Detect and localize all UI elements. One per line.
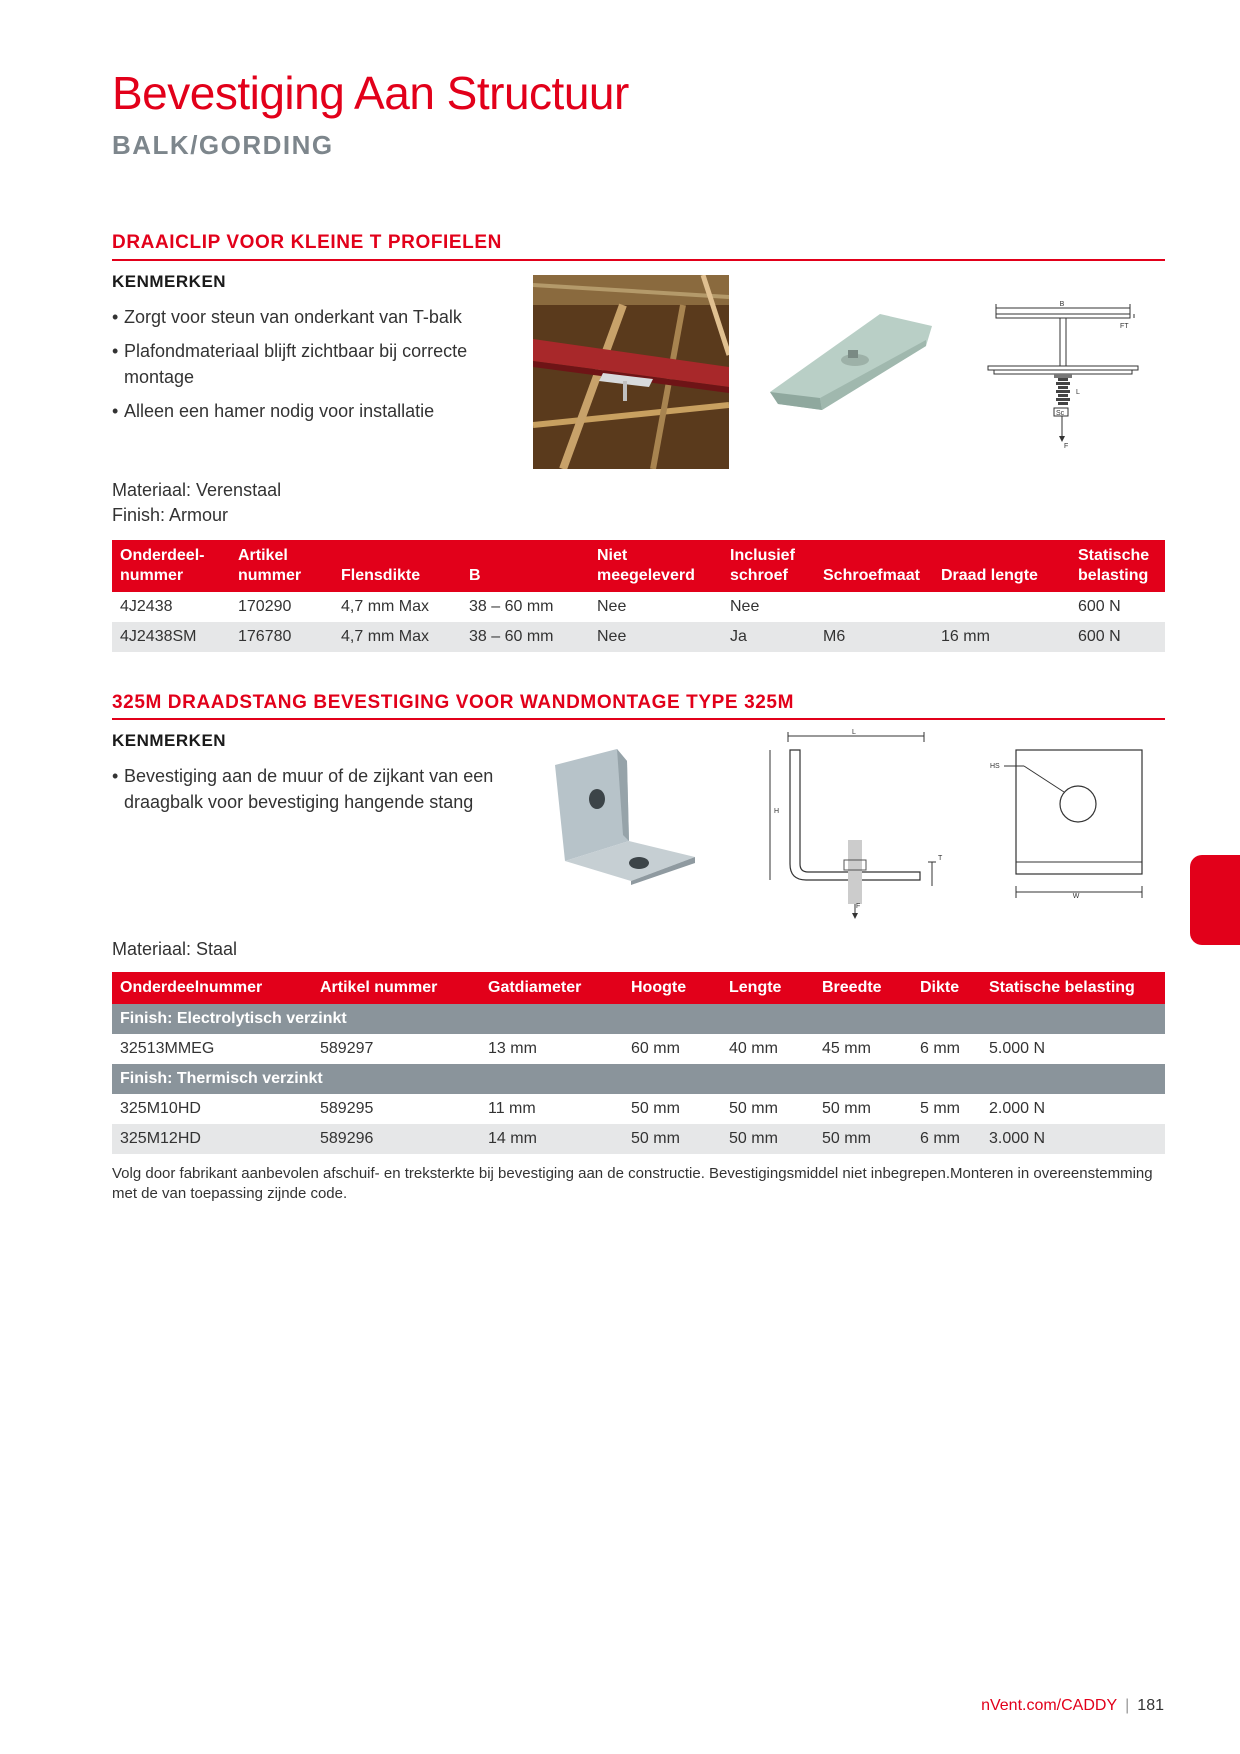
finish-group-row bbox=[112, 1004, 1165, 1034]
finish-group-label: Finish: Thermisch verzinkt bbox=[112, 1064, 1165, 1094]
table-cell: 50 mm bbox=[631, 1100, 680, 1117]
table-row bbox=[112, 592, 1165, 622]
footnote: Volg door fabrikant aanbevolen afschuif- en treksterkte bij bevestiging aan de constructie. Bevestigingsmiddel niet inbegrepen.Monteren in overeenstemming met de van toepassing zijnde code. bbox=[112, 1165, 1153, 1202]
table-cell bbox=[815, 592, 933, 622]
drawing-label-t: T bbox=[938, 855, 943, 862]
footer-url[interactable]: nVent.com/CADDY bbox=[981, 1697, 1118, 1714]
table-cell: 50 mm bbox=[822, 1100, 871, 1117]
table-cell: Nee bbox=[597, 598, 627, 615]
drawing-label-f: F bbox=[856, 903, 861, 910]
table-cell: 4J2438SM bbox=[112, 622, 230, 652]
page-number: 181 bbox=[1137, 1697, 1164, 1714]
table-cell: 6 mm bbox=[920, 1040, 960, 1057]
table-header-cell: Onderdeelnummer bbox=[112, 972, 312, 1004]
table-header-cell: Niet meegeleverd bbox=[589, 540, 722, 592]
section1-spec-table bbox=[112, 540, 1165, 652]
table-cell: 32513MMEG bbox=[120, 1040, 215, 1057]
table-header-cell: Artikel nummer bbox=[312, 972, 480, 1004]
table-cell: 60 mm bbox=[631, 1040, 680, 1057]
table-cell: Nee bbox=[730, 598, 760, 615]
section-side-tab bbox=[1190, 855, 1240, 945]
page-title: Bevestiging Aan Structuur bbox=[112, 67, 629, 119]
table-cell: 5.000 N bbox=[989, 1040, 1046, 1057]
table-cell: Ja bbox=[722, 622, 815, 652]
drawing-label-w: W bbox=[1072, 893, 1080, 900]
table-cell: 2.000 N bbox=[989, 1100, 1046, 1117]
table-cell: 38 – 60 mm bbox=[469, 598, 554, 615]
page-subtitle: BALK/GORDING bbox=[112, 130, 334, 160]
table-cell: 5 mm bbox=[920, 1100, 960, 1117]
table-row bbox=[112, 622, 1165, 652]
table-header-cell: Statische belasting bbox=[981, 972, 1165, 1004]
table-cell: 50 mm bbox=[729, 1100, 778, 1117]
table-cell: 600 N bbox=[1078, 598, 1121, 615]
table-cell: M6 bbox=[815, 622, 933, 652]
table-row bbox=[112, 1034, 1165, 1064]
section1-finish: Finish: Armour bbox=[112, 505, 229, 525]
bracket-front-drawing bbox=[980, 738, 1150, 908]
table-header-cell: Gatdiameter bbox=[480, 972, 623, 1004]
section2-title: 325M DRAADSTANG BEVESTIGING VOOR WANDMONTAGE TYPE 325M bbox=[112, 692, 794, 713]
drawing-label-hs: HS bbox=[990, 763, 1000, 770]
table-cell: 4J2438 bbox=[120, 598, 173, 615]
table-header-cell: Dikte bbox=[912, 972, 981, 1004]
table-cell: 589295 bbox=[320, 1100, 374, 1117]
clip-product-photo bbox=[760, 300, 940, 420]
table-header-cell: Flensdikte bbox=[333, 540, 461, 592]
footer-separator: | bbox=[1125, 1697, 1130, 1714]
installation-photo bbox=[533, 275, 729, 469]
finish-group-row bbox=[112, 1064, 1165, 1094]
table-cell: 45 mm bbox=[822, 1040, 871, 1057]
table-cell: 50 mm bbox=[623, 1124, 721, 1154]
table-cell: 4,7 mm Max bbox=[333, 622, 461, 652]
bullet-item: • Alleen een hamer nodig voor installatie bbox=[112, 398, 512, 424]
drawing-label-f: F bbox=[1064, 443, 1069, 450]
table-cell: 3.000 N bbox=[981, 1124, 1165, 1154]
table-header-cell: Hoogte bbox=[623, 972, 721, 1004]
section2-bullet-list bbox=[112, 763, 522, 823]
drawing-label-ft: FT bbox=[1120, 323, 1129, 330]
drawing-label-sc: Sc bbox=[1056, 410, 1065, 417]
table-header-cell: Inclusief schroef bbox=[722, 540, 815, 592]
bullet-item: • Zorgt voor steun van onderkant van T-balk bbox=[112, 304, 512, 330]
section1-rule bbox=[112, 259, 1165, 261]
section1-title: DRAAICLIP VOOR KLEINE T PROFIELEN bbox=[112, 232, 502, 253]
table-cell: 14 mm bbox=[480, 1124, 623, 1154]
page-footer bbox=[981, 1697, 1164, 1715]
table-cell: 13 mm bbox=[488, 1040, 537, 1057]
table-header-cell: Schroefmaat bbox=[815, 540, 933, 592]
table-row bbox=[112, 1094, 1165, 1124]
section2-material: Materiaal: Staal bbox=[112, 939, 238, 959]
table-cell: 600 N bbox=[1070, 622, 1165, 652]
table-header-cell: Onderdeel- nummer bbox=[112, 540, 230, 592]
table-cell bbox=[933, 592, 1070, 622]
section2-spec-table bbox=[112, 972, 1165, 1154]
table-cell: 11 mm bbox=[488, 1100, 536, 1117]
bullet-item: • Bevestiging aan de muur of de zijkant van een draagbalk voor bevestiging hangende stang bbox=[112, 763, 522, 815]
drawing-label-b: B bbox=[1059, 301, 1065, 308]
table-header-cell: Artikel nummer bbox=[230, 540, 333, 592]
bullet-item: • Plafondmateriaal blijft zichtbaar bij correcte montage bbox=[112, 338, 512, 390]
bracket-product-photo bbox=[545, 745, 715, 885]
table-cell: 4,7 mm Max bbox=[341, 598, 430, 615]
finish-group-label: Finish: Electrolytisch verzinkt bbox=[112, 1004, 1165, 1034]
table-cell: 38 – 60 mm bbox=[461, 622, 589, 652]
section2-rule bbox=[112, 718, 1165, 720]
table-cell: 40 mm bbox=[729, 1040, 778, 1057]
table-cell: 176780 bbox=[230, 622, 333, 652]
table-cell: 589297 bbox=[320, 1040, 374, 1057]
table-header-row bbox=[112, 540, 1165, 592]
table-header-row bbox=[112, 972, 1165, 1004]
table-cell: 50 mm bbox=[721, 1124, 814, 1154]
table-row bbox=[112, 1124, 1165, 1154]
section2-features-heading: KENMERKEN bbox=[112, 731, 227, 750]
table-header-cell: B bbox=[461, 540, 589, 592]
drawing-label-h: H bbox=[774, 808, 780, 815]
table-header-cell: Draad lengte bbox=[933, 540, 1070, 592]
table-cell: 50 mm bbox=[814, 1124, 912, 1154]
table-cell: 6 mm bbox=[912, 1124, 981, 1154]
table-cell: Nee bbox=[589, 622, 722, 652]
table-cell: 325M12HD bbox=[112, 1124, 312, 1154]
section1-material: Materiaal: Verenstaal bbox=[112, 480, 282, 500]
drawing-label-l: L bbox=[852, 729, 856, 736]
table-header-cell: Breedte bbox=[814, 972, 912, 1004]
table-cell: 325M10HD bbox=[120, 1100, 201, 1117]
drawing-label-l: L bbox=[1076, 389, 1080, 396]
table-cell: 16 mm bbox=[933, 622, 1070, 652]
table-header-cell: Statische belasting bbox=[1070, 540, 1165, 592]
section1-bullet-list bbox=[112, 304, 512, 432]
table-header-cell: Lengte bbox=[721, 972, 814, 1004]
section1-features-heading: KENMERKEN bbox=[112, 272, 227, 291]
table-cell: 170290 bbox=[238, 598, 292, 615]
clip-technical-drawing bbox=[984, 296, 1144, 456]
bracket-side-drawing bbox=[760, 728, 950, 928]
table-cell: 589296 bbox=[312, 1124, 480, 1154]
